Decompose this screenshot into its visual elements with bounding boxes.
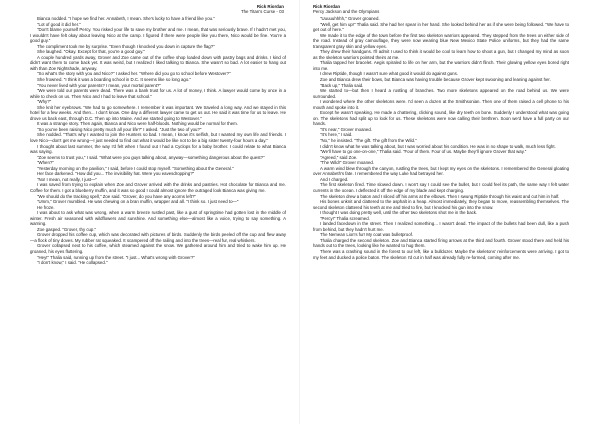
paragraph: "It's here," I said. [320,132,353,138]
left-page-header [241,4,284,14]
paragraph: And I charged. [320,176,349,182]
paragraph: Grover collapsed next to his coffee, which steamed against the snow. We gathered around him and tried to wake him up. He groaned, his eyes fluttering. [30,243,286,254]
paragraph: A warm wind blew through the canyon, rustling the trees, but I kept my eyes on the skeletons. I remembered the General gloating over Annabeth's fate. I remembered the way Luke had betrayed her. [313,165,569,177]
paragraph: Thalia charged the second skeleton. Zoe and Bianca started firing arrows at the third and fourth. Grover stood there and held his hands out to the trees, looking like he wanted to hug them. [313,237,569,249]
paragraph: "No," he insisted. "The gift. The gift from the Wild." [320,138,417,144]
paragraph: "Uuuuuhhhh," Grover groaned. [320,16,380,21]
paragraph: We started to—but then I heard a rustling of branches. Two more skeletons appeared on the road behind us. We were surrounded. [313,88,569,99]
paragraph: "Zoe seems to trust you," I said. "What were you guys talking about, anyway—something dangerous about the quest?" [37,154,265,160]
paragraph: "The Wild!" Grover moaned. [320,160,375,166]
paragraph: "We were told our parents were dead. There was a bank trust for us. A lot of money, I think. A lawyer would come by once in a while to check on us. Then Nico and I had to leave that school." [30,88,286,99]
paragraph: "So you've been raising Nico pretty much all your life?" I asked. "Just the two of you?" [37,126,202,132]
paragraph: "It's near," Grover moaned. [320,126,372,132]
paragraph: I drew Riptide, though I wasn't sure what good it would do against guns. [320,71,458,77]
paragraph: "No! I mean, not really, I just—" [37,176,97,182]
paragraph: I didn't know what he was talking about, but I was worried about his condition. He was in no shape to walk, much less fight. [320,143,556,149]
paragraph: "I don't know," I said. "He collapsed." [37,260,108,266]
paragraph: Zoe and Bianca drew their bows, but Bianca was having trouble because Grover kept swooning and leaning against her. [320,77,551,83]
paragraph: "When?" [37,160,54,166]
paragraph: "Umm," Grover mumbled. He was chewing on a bran muffin, wrapper and all. "I think so. I just need to—" [37,199,239,205]
paragraph: Thalia tapped her bracelet. Aegis spiraled to life on her arm, but the warriors didn't flinch. Their glowing yellow eyes bored right into me. [313,60,569,71]
paragraph: I thought I was doing pretty well, until the other two skeletons shot me in the back. [320,210,478,216]
paragraph: Grover dropped his coffee cup, which was decorated with pictures of birds. Suddenly the birds peeled off the cup and flew away—a flock of tiny doves. My rubber rat squeaked. It scampered off the railing and into the trees—real fur, real whiskers. [30,232,286,243]
paragraph: "Well, get him up!" Thalia said. She had her spear in her hand. She looked behind her as if she were being followed. "We have to get out of here." [313,21,569,33]
paragraph: "We should do the tracking spell," Zoe said. "Grover, do you have any acorns left?" [37,193,196,199]
paragraph: There was a crashing sound in the forest to our left, like a bulldozer. Maybe the skeletons' reinforcements were arriving. I got to my feet and ducked a police baton. The skeleton I'd cut in half was already fully re-formed, coming after me. [313,248,569,260]
right-page-body [313,16,569,260]
paragraph: Her face darkened. "How did you... The invisibility hat. Were you eavesdropping?" [37,171,195,177]
paragraph: "Don't blame yourself Percy. You risked your life to save my brother and me. I mean, that was seriously brave. If I hadn't met you, I wouldn't have felt okay about leaving Nico at the camp. I figured if there were people like you there, Nico would be fine. You're a good guy." [30,27,286,44]
paragraph: Bianca nodded. "I hope we find her. Annabeth, I mean. She's lucky to have a friend like you." [37,16,215,21]
paragraph: "So what's the story with you and Nico?" I asked her. "Where did you go to school before Westover?" [37,71,231,77]
paragraph: "We'll have to go one-on-one," Thalia said. "Four of them. Four of us. Maybe they'll ignore Grover that way." [320,149,527,155]
paragraph: The Nemean Lion's fur! My coat was bulletproof. [320,232,414,238]
paragraph: Zoe gasped. "Grover, thy cup." [37,226,97,232]
paragraph: "Percy!" Thalia screamed. [320,215,370,221]
paragraph: A couple hundred yards away, Grover and Zoe came out of the coffee shop loaded down with pastry bags and drinks. I kind of didn't want them to come back yet. It was weird, but I realized I liked talking to Bianca. She wasn't so bad. A lot easier to hang out with than Zoe Nightshade, anyway. [30,54,286,71]
right-page-header [313,4,379,14]
paragraph: She laughed. "Okay. Except for that, you're a good guy." [37,49,145,55]
paragraph: "Hey!" Thalia said, running up from the street. "I just... What's wrong with Grover?" [37,254,195,260]
left-header-author: Rick Riordan [256,4,284,9]
paragraph: "Lot of good it did her." [37,21,81,27]
paragraph: "Back up," Thalia said. [320,82,364,88]
paragraph: The compliment took me by surprise. "Even though I knocked you down in capture the flag?" [37,43,215,49]
paragraph: The first skeleton fired. Time slowed down. I won't say I could see the bullet, but I could feel its path, the same way I felt water currents in the ocean. I deflected it off the edge of my blade and kept charging. [313,182,569,193]
right-header-author: Rick Riordan [313,4,341,9]
paragraph: I was about to ask what was wrong, when a warm breeze rustled past, like a gust of springtime had gotten lost in the middle of winter. Fresh air seasoned with wildflowers and sunshine. And something else—almost like a voice, trying to say something. A warning. [30,210,286,227]
paragraph: She nodded. "That's why I wanted to join the Hunters so bad. I mean, I know it's selfish, but I wanted my own life and friends. I love Nico—don't get me wrong—I just needed to find out what it would be like not to be a big sister twenty-four hours a day." [30,132,286,144]
paragraph: "Why?" [37,99,52,105]
paragraph: "Yesterday morning on the pavilion," I said, before I could stop myself. "Something about the General." [37,165,234,171]
paragraph: It was a strange story. Then again, Bianca and Nico were half-bloods. Nothing would be normal for them. [37,121,238,127]
paragraph: "Agreed," said Zoe. [320,154,358,160]
right-page [300,0,600,424]
paragraph: I wondered where the other skeletons were. I'd seen a dozen at the Smithsonian. Then one of them raised a cell phone to his mouth and spoke into it. [313,99,569,110]
paragraph: He froze. [37,204,55,210]
left-header-book-title: The Titan's Curse - 03 [240,9,284,15]
paragraph: She frowned. "I think it was a boarding school in D.C. It seems like so long ago." [37,77,191,83]
paragraph: Except he wasn't speaking. He made a chattering, clicking sound, like dry teeth on bone. Suddenly I understood what was going on. The skeletons had split up to look for us. These skeletons were now calling their brethren. Soon we'd have a full party on our hands. [313,110,569,127]
paragraph: We made it to the edge of the town before the first two skeleton warriors appeared. They stepped from the trees on either side of the road. Instead of gray camouflage, they were now wearing blue New Mexico State Police uniforms, but they had the same transparent gray skin and yellow eyes. [313,32,569,49]
paragraph: The skeleton drew a baton and I sliced off his arms at the elbows. Then I swung Riptide through his waist and cut him in half. [320,193,560,199]
paragraph: They drew their handguns. I'll admit I used to think it would be cool to learn how to shoot a gun, but I changed my mind as soon as the skeleton warriors pointed theirs at me. [313,49,569,60]
paragraph: "You never lived with your parents? I mean, your mortal parent?" [37,82,161,88]
paragraph: She knit her eyebrows. "We had to go somewhere. I remember it was important. We traveled a long way. And we stayed in this hotel for a few weeks. And then... I don't know. One day a different lawyer came to get us out. He said it was time for us to leave. He drove us back east, through D.C. Then up into Maine. And we started going to Westover." [30,104,286,121]
paragraph: I was saved from trying to explain when Zoe and Grover arrived with the drinks and pastries. Hot chocolate for Bianca and me. Coffee for them. I got a blueberry muffin, and it was so good I could almost ignore the outraged look Bianca was giving me. [30,182,286,193]
paragraph: His bones unknit and clattered to the asphalt in a heap. Almost immediately, they began to move, reassembling themselves. The second skeleton clattered his teeth at me and tried to fire, but I knocked his gun into the snow. [313,199,569,210]
right-header-book-title: Percy Jackson and the Olympians [313,9,380,15]
paragraph: I landed facedown in the street. Then I realized something... I wasn't dead. The impact of the bullets had been dull, like a push from behind, but they hadn't hurt me. [313,221,569,232]
left-page-body [30,16,286,266]
paragraph: I thought about last summer, the way I'd felt when I found out I had a Cyclops for a baby brother. I could relate to what Bianca was saying. [30,143,286,155]
